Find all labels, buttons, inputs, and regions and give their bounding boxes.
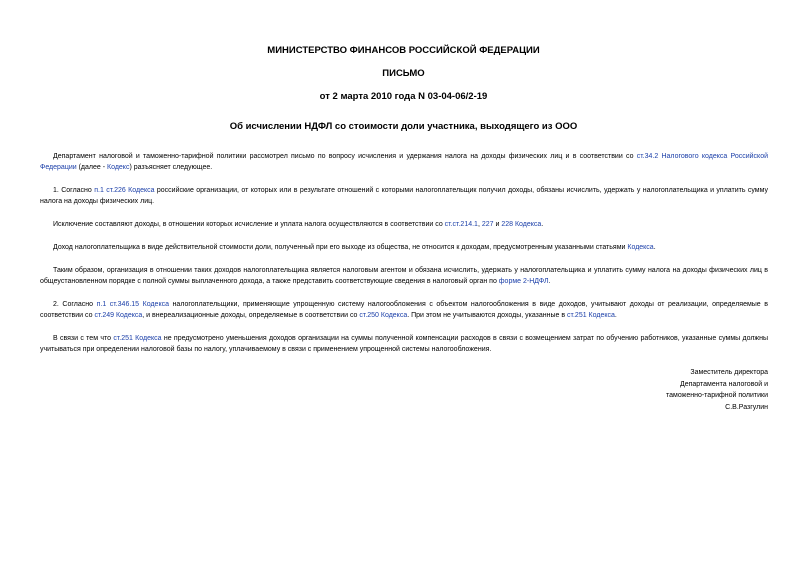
link-kodeks[interactable]: Кодекс (107, 164, 130, 171)
link-st-251-2[interactable]: ст.251 Кодекса (113, 335, 162, 342)
signature-name: С.В.Разгулин (725, 404, 768, 412)
signature-block (666, 367, 768, 414)
link-st-214-1[interactable]: ст.ст.214.1 (444, 221, 478, 228)
link-st-250[interactable]: ст.250 Кодекса (359, 312, 408, 319)
link-p1-st226[interactable]: п.1 ст.226 Кодекса (94, 187, 155, 194)
document-body (40, 151, 768, 367)
ministry-heading: МИНИСТЕРСТВО ФИНАНСОВ РОССИЙСКОЙ ФЕДЕРАЦИИ (267, 45, 540, 56)
doc-type-heading: ПИСЬМО (382, 68, 425, 79)
link-st-227[interactable]: 227 (481, 221, 494, 228)
signature-line-3: таможенно-тарифной политики (666, 392, 768, 400)
link-p1-st-346-15[interactable]: п.1 ст.346.15 Кодекса (96, 301, 169, 308)
link-kodeks-2[interactable]: Кодекса (627, 244, 654, 251)
paragraph-6: 2. Согласно п.1 ст.346.15 Кодекса налогоплательщики, применяющие упрощенную систему налогообложения с объектом налогообложения в виде доходов, учитывают доходы от реализации, определяемые в соответствии со ст.249 Кодекса, и внереализационные доходы, определяемые в соответствии со ст.250 Кодекса. При этом не учитываются доходы, указанные в ст.251 Кодекса. (40, 301, 769, 319)
link-st-34-2-nk-rf[interactable]: ст.34.2 Налогового кодекса Российской Федерации (40, 153, 769, 171)
link-st-249[interactable]: ст.249 Кодекса (94, 312, 143, 319)
doc-date-number: от 2 марта 2010 года N 03-04-06/2-19 (319, 91, 488, 102)
paragraph-1: Департамент налоговой и таможенно-тарифной политики рассмотрел письмо по вопросу исчисления и удержания налога на доходы физических лиц и в соответствии со ст.34.2 Налогового кодекса Российской Федерации (далее - Кодекс) разъясняет следующее. (40, 153, 769, 171)
paragraph-2: 1. Согласно п.1 ст.226 Кодекса российские организации, от которых или в результате отношений с которыми налогоплательщик получил доходы, обязаны исчислить, удержать у налогоплательщика и уплатить сумму налога на доходы физических лиц. (40, 187, 769, 205)
link-forma-2-ndfl[interactable]: форме 2-НДФЛ (498, 278, 549, 285)
signature-line-2: Департамента налоговой и (679, 380, 768, 388)
paragraph-4: Доход налогоплательщика в виде действительной стоимости доли, полученный при его выходе из общества, не относится к доходам, предусмотренным указанными статьями Кодекса. (53, 244, 656, 251)
paragraph-5: Таким образом, организация в отношении таких доходов налогоплательщика является налоговым агентом и обязана исчислить, удержать у налогоплательщика и уплатить сумму налога на доходы физических лиц в общеустановленном порядке с полной суммы выплаченного дохода, а также представить соответствующие сведения в налоговый орган по форме 2-НДФЛ. (40, 267, 768, 285)
link-st-251[interactable]: ст.251 Кодекса (567, 312, 615, 319)
doc-title: Об исчислении НДФЛ со стоимости доли участника, выходящего из ООО (229, 121, 578, 132)
paragraph-7: В связи с тем что ст.251 Кодекса не предусмотрено уменьшения доходов организации на суммы полученной компенсации расходов в связи с возмещением затрат по обучению работников, указанные суммы должны учитываться при определении налоговой базы по налогу, уплачиваемому в связи с применением упрощенной системы налогообложения. (40, 335, 768, 353)
link-st-228[interactable]: 228 Кодекса (501, 221, 542, 228)
paragraph-3: Исключение составляют доходы, в отношении которых исчисление и уплата налога осуществляются в соответствии со ст.ст.214.1, 227 и 228 Кодекса. (53, 221, 544, 228)
signature-line-1: Заместитель директора (690, 369, 768, 376)
